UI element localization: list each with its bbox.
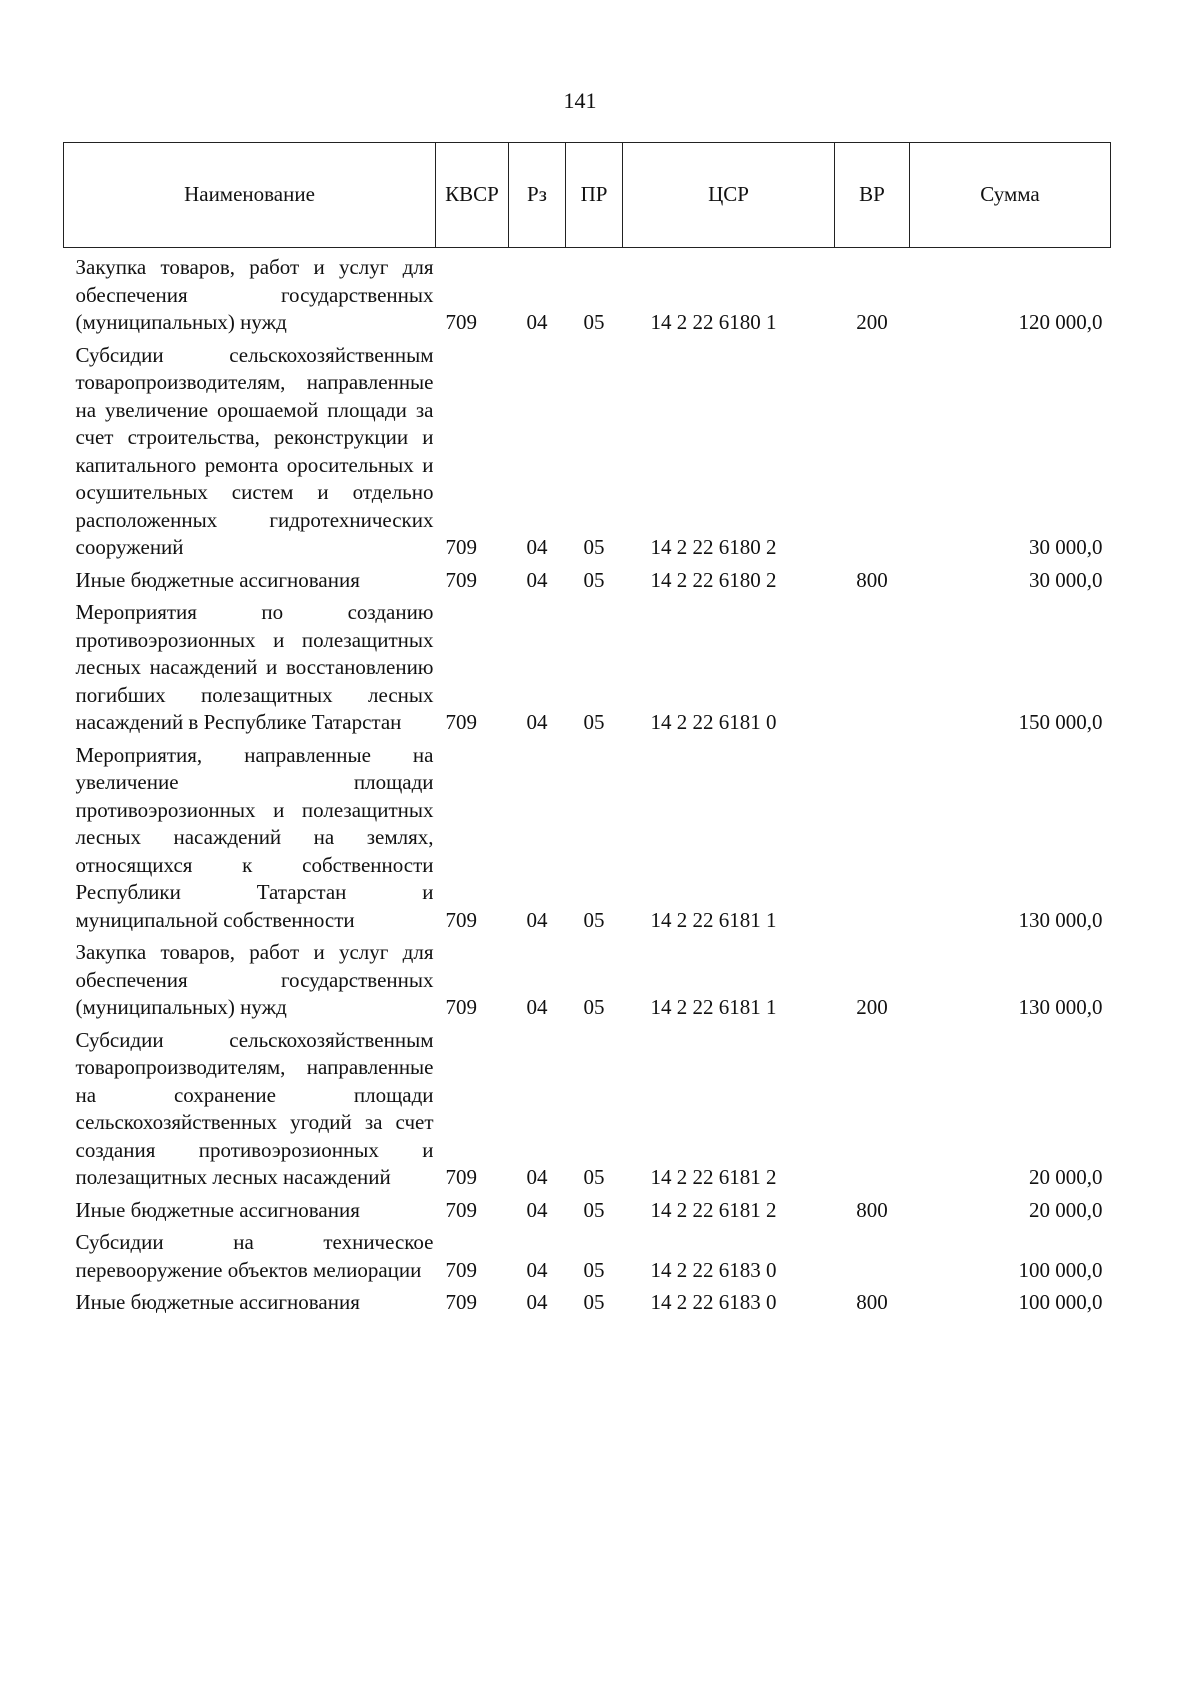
row-kvsr: 709 (445, 1290, 477, 1314)
row-rz: 04 (526, 907, 548, 932)
row-csr: 14 2 22 6181 1 (650, 995, 777, 1019)
row-pr: 05 (583, 907, 605, 932)
table-row (64, 937, 1111, 1025)
header-kvsr: КВСР (436, 143, 509, 248)
row-pr: 05 (583, 1257, 605, 1282)
row-vr: 200 (856, 995, 888, 1019)
row-rz: 04 (526, 710, 548, 734)
row-csr: 14 2 22 6183 0 (650, 1257, 777, 1282)
row-pr: 05 (583, 1290, 605, 1314)
row-sum: 100 000,0 (1018, 1257, 1103, 1282)
row-csr: 14 2 22 6180 1 (650, 310, 777, 334)
row-csr: 14 2 22 6181 1 (650, 907, 777, 932)
row-sum: 150 000,0 (1018, 710, 1103, 734)
row-pr: 05 (583, 995, 605, 1019)
row-vr (835, 1025, 910, 1195)
row-pr: 05 (583, 567, 605, 592)
row-vr (835, 340, 910, 565)
header-pr: ПР (566, 143, 623, 248)
row-vr: 200 (856, 310, 888, 334)
row-vr: 800 (856, 1290, 888, 1314)
row-pr: 05 (583, 1197, 605, 1222)
row-vr (835, 597, 910, 740)
row-name: Субсидии на техническое перевооружение объектов мелиорации (75, 1230, 434, 1282)
table-body (64, 248, 1111, 1320)
row-csr: 14 2 22 6180 2 (650, 535, 777, 559)
row-rz: 04 (526, 535, 548, 559)
row-rz: 04 (526, 1290, 548, 1314)
row-rz: 04 (526, 567, 548, 592)
table-row (64, 1195, 1111, 1228)
row-sum: 130 000,0 (1018, 995, 1103, 1019)
header-csr: ЦСР (623, 143, 835, 248)
row-name: Закупка товаров, работ и услуг для обеспечения государственных (муниципальных) нужд (75, 255, 434, 334)
row-pr: 05 (583, 1165, 605, 1189)
row-name: Иные бюджетные ассигнования (75, 1290, 360, 1314)
row-csr: 14 2 22 6181 2 (650, 1197, 777, 1222)
budget-table (63, 142, 1111, 1320)
row-kvsr: 709 (445, 710, 477, 734)
row-vr: 800 (856, 567, 888, 592)
table-row (64, 1227, 1111, 1287)
row-name: Субсидии сельскохозяйственным товаропроизводителям, направленные на сохранение площади сельскохозяйственных угодий за счет создания противоэрозионных и полезащитных лесных насаждений (75, 1027, 434, 1189)
row-name: Мероприятия, направленные на увеличение площади противоэрозионных и полезащитных лесных насаждений на землях, относящихся к собственности Республики Татарстан и муниципальной собственности (75, 742, 434, 932)
table-row (64, 340, 1111, 565)
row-name: Субсидии сельскохозяйственным товаропроизводителям, направленные на увеличение орошаемой площади за счет строительства, реконструкции и капитального ремонта оросительных и осушительных систем и отдельно расположенных гидротехнических сооружений (75, 342, 434, 559)
row-kvsr: 709 (445, 310, 477, 334)
row-csr: 14 2 22 6180 2 (650, 567, 777, 592)
row-sum: 20 000,0 (1029, 1197, 1103, 1222)
row-name: Иные бюджетные ассигнования (75, 1197, 360, 1222)
row-pr: 05 (583, 535, 605, 559)
row-sum: 130 000,0 (1018, 907, 1103, 932)
table-header (64, 143, 1111, 248)
header-rz: Рз (509, 143, 566, 248)
header-name: Наименование (64, 143, 436, 248)
row-kvsr: 709 (445, 535, 477, 559)
row-kvsr: 709 (445, 1257, 477, 1282)
row-csr: 14 2 22 6181 0 (650, 710, 777, 734)
row-sum: 20 000,0 (1029, 1165, 1103, 1189)
row-csr: 14 2 22 6181 2 (650, 1165, 777, 1189)
row-rz: 04 (526, 995, 548, 1019)
row-kvsr: 709 (445, 1197, 477, 1222)
header-vr: ВР (835, 143, 910, 248)
row-name: Закупка товаров, работ и услуг для обеспечения государственных (муниципальных) нужд (75, 940, 434, 1019)
row-kvsr: 709 (445, 567, 477, 592)
row-rz: 04 (526, 1257, 548, 1282)
row-sum: 30 000,0 (1029, 567, 1103, 592)
row-rz: 04 (526, 1165, 548, 1189)
row-vr (835, 740, 910, 938)
row-rz: 04 (526, 1197, 548, 1222)
row-vr: 800 (856, 1197, 888, 1222)
row-pr: 05 (583, 310, 605, 334)
row-kvsr: 709 (445, 907, 477, 932)
row-rz: 04 (526, 310, 548, 334)
table-row (64, 248, 1111, 340)
table-row (64, 597, 1111, 740)
table-row (64, 1025, 1111, 1195)
row-sum: 120 000,0 (1018, 310, 1103, 334)
table-row (64, 740, 1111, 938)
row-sum: 30 000,0 (1029, 535, 1103, 559)
table-row (64, 565, 1111, 598)
page-number: 141 (563, 88, 597, 113)
row-name: Мероприятия по созданию противоэрозионных и полезащитных лесных насаждений и восстановлению погибших полезащитных лесных насаждений в Республике Татарстан (75, 600, 434, 734)
header-sum: Сумма (910, 143, 1111, 248)
row-csr: 14 2 22 6183 0 (650, 1290, 777, 1314)
row-name: Иные бюджетные ассигнования (75, 567, 360, 592)
row-pr: 05 (583, 710, 605, 734)
row-kvsr: 709 (445, 1165, 477, 1189)
row-kvsr: 709 (445, 995, 477, 1019)
row-vr (835, 1227, 910, 1287)
table-row (64, 1287, 1111, 1320)
row-sum: 100 000,0 (1018, 1290, 1103, 1314)
